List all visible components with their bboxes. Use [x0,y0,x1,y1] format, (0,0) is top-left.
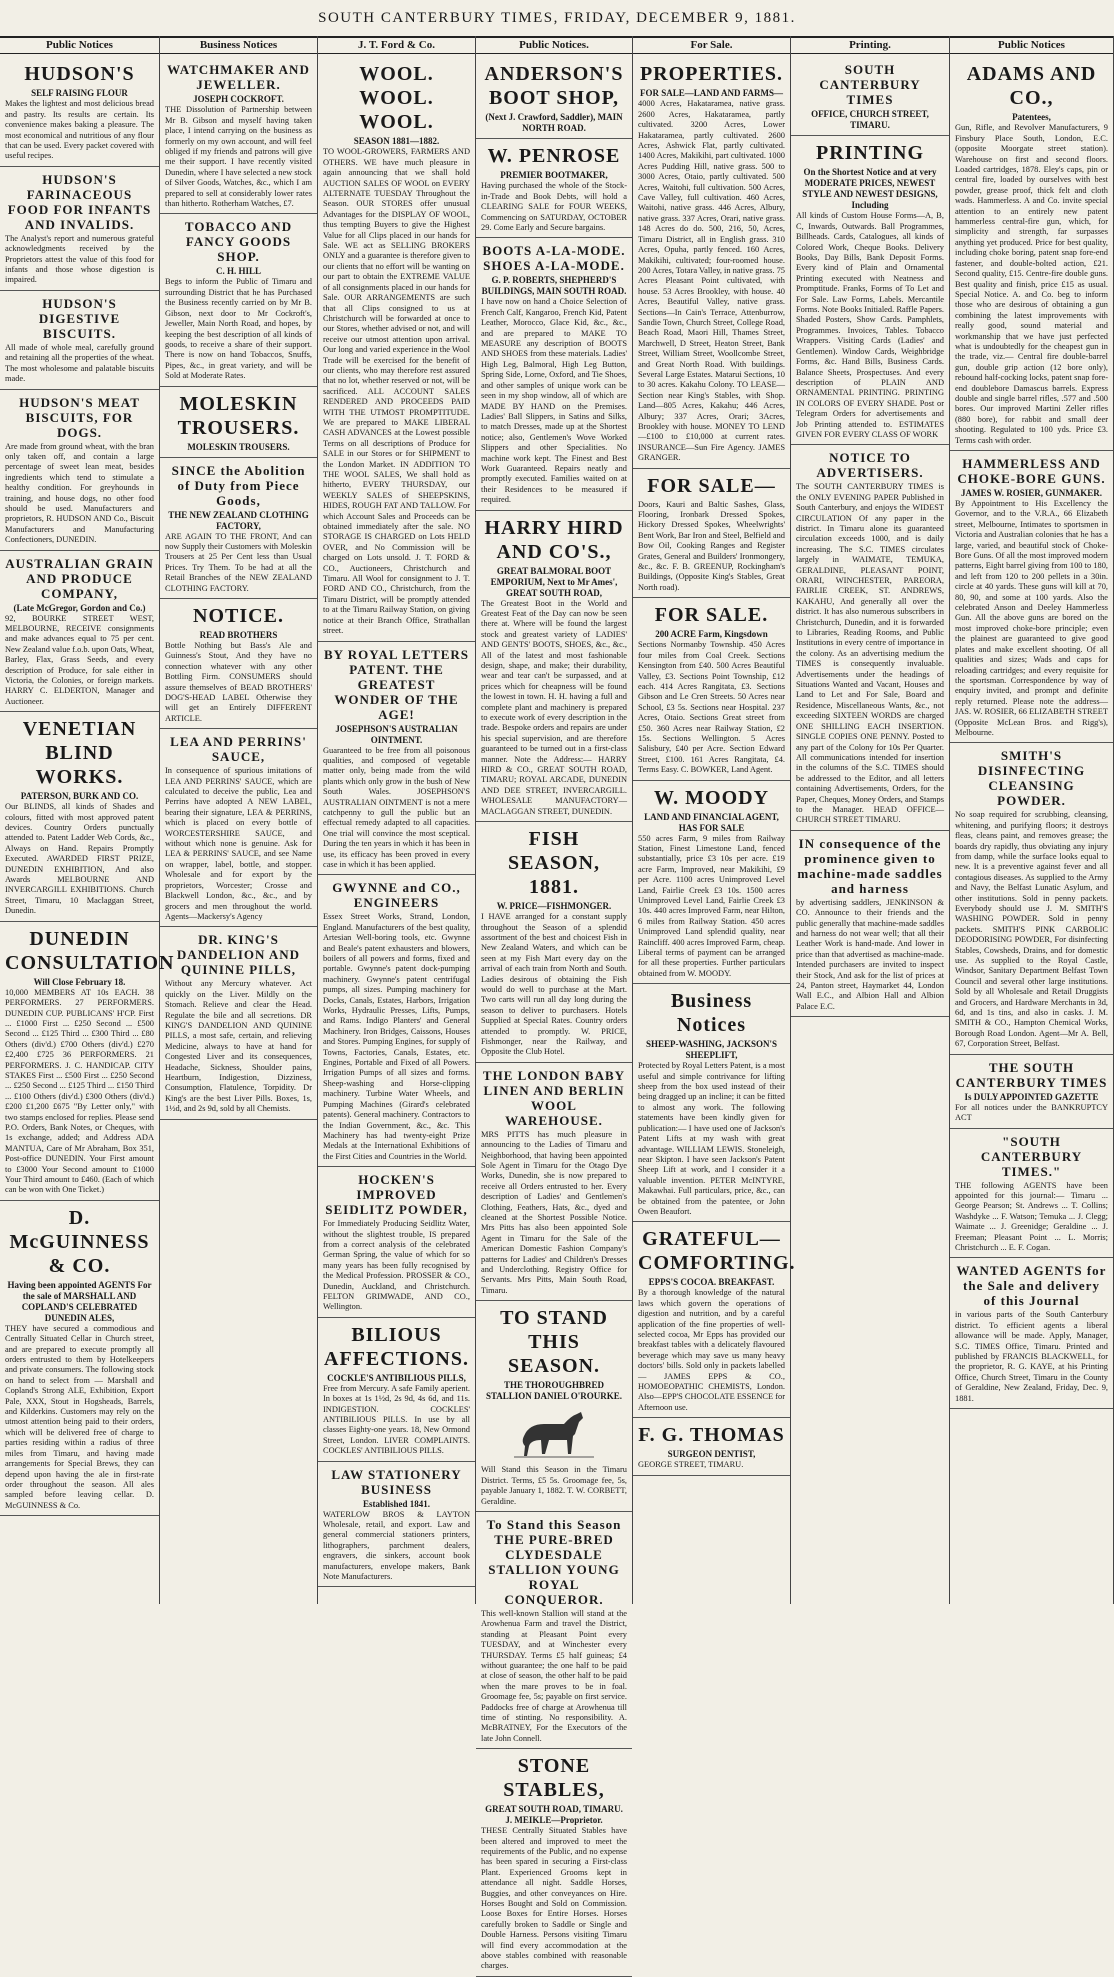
ad-title: FOR SALE— [647,474,776,497]
advertisement [160,57,317,214]
ad-title: DUNEDIN CONSULTATION [5,927,175,974]
ad-subtitle: MOLESKIN TROUSERS. [187,441,290,452]
ad-title: W. MOODY [653,786,770,809]
ad-title: IN consequence of the prominence given to machine-made saddles and harness [797,835,943,896]
ad-body-text: Are made from ground wheat, with the bran only taken off, and contain a large percentage of sweet lean meat, besides ingredients which tend to stimulate a healthy condition. For greyhounds in training, and house dogs, no other food should be used. Manufacturers and proprietors, R. HUDSON AND Co., Biscuit Manufacturers and Manufacturing Confectioners, DUNEDIN. [5,441,154,545]
ad-title: F. G. THOMAS [638,1424,785,1447]
column-2 [160,36,318,1604]
advertisement [476,1063,632,1302]
advertisement [0,922,175,1201]
ad-title: Business Notices [670,990,753,1037]
advertisement [0,390,159,551]
advertisement [633,1418,790,1475]
ad-body-text: Will Stand this Season in the Timaru District. Terms, £5 5s. Groomage fee, 5s, payable January 1, 1882. T. W. CORBETT, Geraldine. [481,1465,627,1506]
ad-body-text: GEORGE STREET, TIMARU. [638,1460,744,1470]
ad-body-text: This well-known Stallion will stand at the Arowhenua Farm and travel the District, standing at Pleasant Point every TUESDAY, and at Winchester every THURSDAY. Terms £5 half guineas; £4 without guarantee; the one half to be paid at close of season, the other half to be paid when the mare proves to be in foal. Groomage fee, 5s; payable on first service. Paddocks free of charge at Arowhenua till time of stinting. No responsibility. A. McBRATNEY, For the Executors of the late John Connell. [481,1608,627,1743]
ad-title: BOOTS A-LA-MODE. SHOES A-LA-MODE. [482,243,626,274]
advertisement [160,729,317,927]
ad-body-text: 550 acres Farm, 9 miles from Railway Station, Finest Limestone Land, fenced substantially, price £3 10s per acre. £19 acre Farm, Improved, near Makikihi, £9 per Acre. 1100 acres Unimproved Level Land, Fairlie Creek £3 10s. 1500 acres Unimproved Level Land, Fairlie Creek £3 10s. 440 acres Improved Farm, near Hilton, 6 miles from Railway Station. 450 acres Unimproved Land splendid quality, near Raincliff. 400 acres Improved Farm, cheap. Liberal terms of payment can be arranged for all these properties. Further particulars obtained from W. MOODY. [638,833,785,978]
ad-subtitle: PREMIER BOOTMAKER, [500,170,608,181]
ad-subtitle: OFFICE, CHURCH STREET, TIMARU. [811,109,929,131]
ad-title: LAW STATIONERY BUSINESS [331,1466,462,1497]
advertisement [318,1167,475,1318]
advertisement [950,451,1113,743]
ad-title: WATCHMAKER AND JEWELLER. [167,62,310,93]
advertisement [318,642,475,876]
ad-title: HUDSON'S [24,63,135,86]
ad-title: GRATEFUL—COMFORTING. [638,1228,796,1275]
ad-subtitle: GREAT BALMORAL BOOT EMPORIUM, Next to Mr Ames', GREAT SOUTH ROAD, [490,565,618,598]
ad-title: STONE STABLES, [503,1755,605,1802]
ad-body-text: All made of whole meal, carefully ground and retaining all the properties of the wheat. The most wholesome and palatable biscuits made. [5,342,154,384]
ad-title: TOBACCO AND FANCY GOODS SHOP. [184,219,293,265]
column-heading: Business Notices [160,36,317,54]
ad-title: HARRY HIRD AND CO'S., [484,516,624,563]
ad-subtitle: JAMES W. ROSIER, GUNMAKER. [960,488,1103,498]
advertisement [160,599,317,729]
advertisement [476,238,632,510]
ad-body-text: by advertising saddlers, JENKINSON & CO. Announce to their friends and the public generally that machine-made saddles and harness do not wear well; that all their Leather Work is hand-made. And lower in price than that advertised as machine-made. Intended purchasers are invited to inspect their Stock, And ask for the list of prices at 24, Panton street, Haymarket 44, London Wall E.C., and Albion Hall and Albion Palace E.C. [796,897,944,1011]
advertisement [633,984,790,1222]
ad-subtitle: W. PRICE—FISHMONGER. [496,901,612,912]
advertisement [633,57,790,468]
ad-title: PROPERTIES. [639,63,784,86]
column-heading: For Sale. [633,36,790,54]
ad-body-text: All kinds of Custom House Forms—A, B, C, Inwards, Outwards. Ball Programmes, Billheads. Cards, Catalogues, all kinds of Colored Work, Cheque Books. Delivery Books, Day Bills, Bank Deposit Forms. Every kind of Plain and Ornamental Printing executed with Neatness and Promptitude. Franks, Forms of To Let and For Sale. Law Forms, Labels. Mercantile Forms. Note Books Initialed. Raffle Papers. Shaded Posters, Show Cards. Pamphlets, Programmes. Invoices, Tables. Tobacco Wrappers. Visiting Cards (Ladies' and Gentlemen). Window Cards, Weighbridge Forms, &c. Hand Bills, Business Cards. Balance Sheets, Prospectuses. And every description of PLAIN AND ORNAMENTAL PRINTING. PRINTING IN COLORS OF EVERY SHADE. Post or Telegram Orders for advertisements and Job Printing attended to. ESTIMATES GIVEN FOR EVERY CLASS OF WORK [796,211,944,439]
ad-title: To Stand this Season THE PURE-BRED CLYDESDALE STALLION YOUNG ROYAL CONQUEROR. [486,1516,622,1607]
ad-title: ANDERSON'S BOOT SHOP, [484,63,624,110]
advertisement [476,511,632,823]
ad-title: FISH SEASON, 1881. [507,828,601,899]
ad-subtitle: SELF RAISING FLOUR [31,88,128,99]
advertisement [633,781,790,985]
ad-body-text: For Immediately Producing Seidlitz Water, without the slightest trouble, IS prepared from a correct analysis of the celebrated German Spring, the value of which for so many years has been fully recognised by the Medical Profession. PROSSER & CO., Dunedin, Auckland, and Christchurch. FELTON GRIMWADE, AND CO., Wellington. [323,1219,470,1312]
advertisement [0,712,159,921]
advertisement [476,1749,632,1977]
ad-title: BILIOUS AFFECTIONS. [324,1323,469,1370]
ad-title: ADAMS AND CO., [966,63,1097,110]
ad-body-text: By Appointment to His Excellency the Governor, and to the V.R.A., 66 Elizabeth street, Melbourne, Intimates to sportsmen in Victoria and Australian colonies that he has a large, varied, and beautiful stock of Choke-Bore Guns. Of all the most improved modern patterns, Eight barrel giving from 100 to 180, and left from 120 to 200 pellets in a 30in. circle at 40 yards. These guns will kill at 70, 80, 90, and some at 100 yards. Also the celebrated Anson and Deeley Hammerless Gun. All the above guns are bored on the most improved choke-bore principle; even the plainest are guaranteed to give good plates and make excellent shooting. Of all qualities and sizes; Wads and caps for reloading cartridges; and every requisite for the sportsman. Correspondence by way of enquiry invited, and prompt and definite reply returned. Please note the address— JAS. W. ROSIER, 66 ELIZABETH STREET (Opposite McLean Bros. and Rigg's), Melbourne. [955,499,1108,737]
ad-body-text: In consequence of spurious imitations of LEA AND PERRINS' SAUCE, which are calculated to deceive the public, Lea and Perrins have adopted A NEW LABEL, bearing their signature, LEA & PERRINS, which is placed on every bottle of WORCESTERSHIRE SAUCE, and without which none is genuine. Ask for LEA & PERRINS' SAUCE, and see Name on wrapper, label, bottle, and stopper. Wholesale and for export by the proprietors, Worcester; Crosse and Blackwell London, &c., &c., and by grocers and men throughout the world. Agents—Mackersy's Agency [165,766,312,921]
ad-subtitle: G. P. ROBERTS, SHEPHERD'S BUILDINGS, MAIN SOUTH ROAD. [481,275,627,297]
ad-subtitle: Having been appointed AGENTS For the sale of MARSHALL AND COPLAND'S CELEBRATED DUNEDIN ALES, [7,1279,152,1323]
advertisement [0,167,159,291]
advertisement [476,1512,632,1749]
ad-body-text: THE following AGENTS have been appointed for this journal:— Timaru ... George Pearson; St. Andrews ... T. Collins; Washdyke ... F. Watson; Temuka ... J. Clegg; Waimate ... J. Greenidge; Geraldine ... J. Freeman; Pleasant Point ... L. Morris; Christchurch ... E. F. Cogan. [955,1180,1108,1252]
ad-title: W. PENROSE [487,145,621,168]
column-7 [950,36,1114,1604]
ad-body-text: No soap required for scrubbing, cleansing, whitening, and purifying floors; it destroys fleas, cleans paint, and removes grease; the boards dry rapidly, thus obviating any injury from damp, while the surface looks equal to new. It is a preventive against fever and all contagious diseases. As supplied to the Army and Navy, the Belfast Lunatic Asylum, and other institutions. Sold in penny packets. Everybody should use J. M. SMITH'S WASHING POWDER. Sold in penny packets. SMITH'S PINK CARBOLIC DEODORISING POWDER, For disinfecting Stables, Cowsheds, Drains, and for domestic use. As supplied to the Royal Castle, Windsor, Sanitary Department Belfast Town Council and several other large institutions. Sold by all Wholesale and Retail Druggists and Grocers, and Hardware Merchants in 3d, 6d, and 1s tins, and also in casks. J. M. SMITH & CO., Hampton Chemical Works, Borough Road London. Agent—Mr A. Bell, 67, Corporation Street, Belfast. [955,810,1108,1049]
column-5 [633,36,796,1604]
advertisement [791,136,949,445]
ad-subtitle: 200 ACRE Farm, Kingsdown [655,629,768,640]
ad-title: "SOUTH CANTERBURY TIMES." [980,1133,1083,1179]
ad-body-text: The SOUTH CANTERBURY TIMES is the ONLY EVENING PAPER Published in South Canterbury, and enjoys the WIDEST CIRCULATION Of any paper in the district. In Timaru alone its guaranteed circulation exceeds 1000, and is daily increasing. The S.C. TIMES circulates largely in WAIMATE, TEMUKA, GERALDINE, PLEASANT POINT, ORARI, WINCHESTER, PAREORA, FAIRLIE CREEK, ST. ANDREWS, KAKAHU, And generally all over the district. It has also numerous subscribers in Christchurch, Dunedin, and it is forwarded to Libraries, Reading Rooms, and Public Institutions in every centre of importance in the colony. As an advertising medium the TIMES is consequently invaluable. Advertisements under the headings of Situations Wanted and Vacant, Houses and Land to Let and For Sale, Board and Residence, Miscellaneous Wants, &c., not exceeding SIXTEEN WORDS are charged ONE SHILLING EACH INSERTION. SINGLE COPIES ONE PENNY. Posted to any part of the Colony for 10s Per Quarter. All communications intended for insertion in the columns of the S.C. TIMES should be addressed to the Editor, and all letters containing Advertisements, Orders, for the Paper, Cheques, Money Orders, and Stamps to the Manager. HEAD OFFICE— CHURCH STREET TIMARU. [796,482,944,825]
advertisement [476,57,632,139]
ad-title: NOTICE. [193,604,284,627]
ad-body-text: Essex Street Works, Strand, London, England. Manufacturers of the best quality, Artesian Well-boring tools, etc. Gwynne and Beale's patent exhausters and blowers, boilers of all powers and forms, fixed and portable. Gwynne's patent dock-pumping machinery. Gwynne's patent centrifugal pumps, all sizes. Pumping machinery for Docks, Canals, Estates, Harbors, Irrigation Works, Hydraulic Presses, Lifts, Pumps, and Rams. Indigo Planters' and General Machinery. Iron Bridges, Caissons, Houses and Stores. Pumping Engines, for supply of Towns, Factories, Canals, Estates, etc. Engines, Portable and Fixed of all Powers. Irrigation Pumps of all sizes and forms. Sheep-washing and Horse-clipping machinery. Turbine Water Wheels, and Pumping Machines (Girard's celebrated patents). General machinery. Contractors to the Indian Government, &c., &c. This Machinery has had twenty-eight Prize Medals at the International Exhibitions of the First Cities and Countries in the World. [323,912,470,1161]
ad-body-text: I HAVE arranged for a constant supply throughout the Season of a splendid assortment of the best and choicest Fish in New Zealand Waters, and which can be seen at my Fish Mart every day on the arrival of each train from North and South. Ladies desirous of obtaining the Fish would do well to purchase at the Mart. Two carts will run all day long during the season to deliver to purchasers. Hotels Supplied at Special Rates. Country orders attended to promptly. W. PRICE, Fishmonger, near the Railway, and Opposite the Club Hotel. [481,912,627,1057]
advertisement [791,831,949,1017]
ad-title: MOLESKIN TROUSERS. [177,392,300,439]
advertisement [160,214,317,386]
ad-body-text: TO WOOL-GROWERS, FARMERS AND OTHERS. WE have much pleasure in again announcing that we shall hold AUCTION SALES OF WOOL on EVERY ALTERNATE TUESDAY Throughout the Season. OUR STORES offer unusual Advantages for the DISPLAY OF WOOL, thus tempting Buyers to give the Highest Value for all Clips placed in our hands for Sale. WE act as SELLING BROKERS ONLY and a guarantee is therefore given to our clients that no effort will be wanting on our part to obtain the EXTREME VALUE of all consignments placed in our hands for Sale. OUR ARRANGEMENTS are such that all Clips consigned to us at Christchurch will be forwarded at once to our Stores, whether advised or not, and will receive our utmost attention upon arrival. Our long and varied experience in the Wool Trade will be exercised for the benefit of our clients, who may therefore rest assured that no lot, whether reserved or not, will be sacrificed. ALL ACCOUNT SALES RENDERED AND PROCEEDS PAID WITH THE UTMOST PROMPTITUDE. We are prepared to MAKE LIBERAL CASH ADVANCES at the Lowest possible Terms on all descriptions of Produce for SALE in our Stores or for SHIPMENT to the London Market. IN ADDITION TO THE WOOL SALES, We shall hold as hitherto, EVERY THURSDAY, our WEEKLY SALES of SHEEPSKINS, HIDES, ROUGH FAT AND TALLOW. For which Account Sales and Proceeds can be obtained immediately after the sale. NO STORAGE IS CHARGED on Lots HELD OVER, and No Commission will be charged on Lots unsold. J. T. FORD & CO., Auctioneers, Christchurch and Timaru. All Wool for consignment to J. T. FORD AND CO., Christchurch, from the Timaru District, will be promptly attended to at the Timaru Railway Station, on giving notice at their Branch Office, Strathallan street. [323,147,470,636]
ad-subtitle: EPPS'S COCOA. BREAKFAST. [648,1277,775,1288]
advertisement [950,743,1113,1054]
ad-body-text: WATERLOW BROS & LAYTON Wholesale, retail, and export. Law and general commercial stationers printers, lithographers, parchment dealers, engravers, die sinkers, account book manufacturers, envelope makers, Bank Note Manufacturers. [323,1509,470,1582]
ad-subtitle: PATERSON, BURK AND CO. [20,791,139,802]
advertisement [633,469,790,599]
ad-body-text: Our BLINDS, all kinds of Shades and colours, fitted with most approved patent devices. Country Orders punctually attended to. Patent Ladder Web Cords, &c., Always on Hand. Repairs Promptly Executed. AWARDED FIRST PRIZE, DUNEDIN EXHIBITION, And also Awards MELBOURNE AND INVERCARGILL EXHIBITIONS. Church Street, Timaru, 10 Maclaggan Street, Dunedin. [5,802,154,916]
ad-subtitle: C. H. HILL [215,266,261,277]
ad-body-text: The Analyst's report and numerous grateful acknowledgments received by the Proprietors attest the value of this food for infants and those whose digestion is impaired. [5,233,154,285]
ad-title: PRINTING [815,142,924,165]
ad-body-text: in various parts of the South Canterbury district. To efficient agents a liberal allowance will be made. Apply, Manager, S.C. TIMES Office, Timaru. Printed and published by FRANCIS BLACKWELL, for the proprietor, R. G. KAYE, at his Printing Office, Church Street, Timaru in the County of Geraldine, New Zealand, Friday, Dec. 9, 1881. [955,1310,1108,1403]
advertisement [0,57,159,166]
ad-title: THE LONDON BABY LINEN AND BERLIN WOOL WAREHOUSE. [482,1067,626,1128]
ad-title: FOR SALE. [654,604,769,627]
advertisement [318,1318,475,1462]
advertisement [160,927,317,1119]
column-heading: J. T. Ford & Co. [318,36,475,54]
ad-subtitle: THE NEW ZEALAND CLOTHING FACTORY, [168,509,309,531]
column-6 [791,36,950,1604]
ad-title: LEA AND PERRINS' SAUCE, [170,734,307,765]
ad-body-text: By a thorough knowledge of the natural laws which govern the operations of digestion and nutrition, and by a careful application of the fine properties of well-selected cocoa, Mr Epps has provided our breakfast tables with a delicately flavoured beverage which may save us many heavy doctors' bills. Sold only in packets labelled— JAMES EPPS & CO., HOMOEOPATHIC CHEMISTS, London. Also—EPP'S CHOCOLATE ESSENCE for Afternoon use. [638,1288,785,1412]
ad-body-text: Doors, Kauri and Baltic Sashes, Glass, Flooring, Ironbark Dressed Spokes, Hickory Dressed Spokes, Wheelwrights' Bent Work, Bar Iron and Steel, Belfield and Bow Oil, Cooking Ranges and Register Grates, General and Builders' Ironmongery, &c., &c. F. B. GREENUP, Rockingham's Buildings, (Opposite King's Stables, Great North road). [638,499,785,592]
ad-body-text: ARE AGAIN TO THE FRONT, And can now Supply their Customers with Moleskin Trousers at 25 Per Cent less than Usual Prices. Try Them. To be had at all the Retail Branches of the NEW ZEALAND CLOTHING FACTORY. [165,531,312,593]
ad-subtitle: SEASON 1881—1882. [353,136,440,147]
ad-title: SINCE the Abolition of Duty from Piece Goods, [171,462,306,508]
advertisement [950,57,1113,451]
advertisement [476,822,632,1063]
ad-title: THE SOUTH CANTERBURY TIMES [955,1059,1108,1090]
ad-body-text: THE Dissolution of Partnership between Mr B. Gibson and myself having taken place, I intend carrying on the business as formerly on my own account, and will feel obliged if my friends and patrons will give me their support. I have recently visited Dunedin, where I have selected a new stock of Silver Goods, Watches, &c., which I am prepared to sell at considerably lower rates than hitherto. Rotherham Watches, £7. [165,105,312,209]
ad-body-text: Bottle Nothing but Bass's Ale and Guinness's Stout, And they have no connection whatever with any other Bottling Firm. CONSUMERS should assure themselves of BEAD BROTHERS' DOG'S-HEAD LABEL Otherwise they will get an Entirely DIFFERENT ARTICLE. [165,640,312,723]
advertisement [791,445,949,830]
ad-body-text: Gun, Rifle, and Revolver Manufacturers, 9 Finsbury Place South, London, E.C. (opposite Moorgate street station). Warehouse on first and second floors. Loaded cartridges, 1878. Eley's caps, pin or central fire, loaded by ourselves with best powder, grease proof, thick felt and cloth wads. Hammerless. A and Co. invite special attention to an entirely new patent hammerless central-fire gun, which, for simplicity and strength, far surpasses anything yet produced. Price for best quality, including choke boring, patent snap fore-end fastener, and double-bolted action, £21. Second quality, £15. Centre-fire double guns. Best quality and finish, price £15 as usual. Special Notice. A. and Co. beg to inform those who are desirous of obtaining a gun combining the latest improvements with really good, sound material and workmanship that we have just perfected what is undoubtedly for the cheapest gun in the trade, viz.— Central fire double-barrel gun, double grip action (12 bore only), rebound half-cocking locks, patent snap fore-end doublebore Damascus barrels. Express double and single barrel rifles, .577 and .500 bores. Our improved Martini Zeller rifles (880 bore), for rabbit and small deer shooting. Regulated to 100 yds. Price £3. Terms cash with order. [955,123,1108,445]
column-heading: Public Notices. [476,36,632,54]
column-1 [0,36,175,1604]
advertisement [318,57,475,641]
ad-title: AUSTRALIAN GRAIN AND PRODUCE COMPANY, [5,555,154,601]
ad-title: SMITH'S DISINFECTING CLEANSING POWDER. [977,748,1086,809]
ad-title: VENETIAN BLIND WORKS. [22,718,137,789]
advertisement [0,291,159,390]
ad-title: GWYNNE and CO., ENGINEERS [332,880,461,911]
ad-title: DR. KING'S DANDELION AND QUININE PILLS, [176,932,301,978]
masthead: SOUTH CANTERBURY TIMES, FRIDAY, DECEMBER 9, 1881. [0,0,1114,38]
ad-subtitle: Established 1841. [362,1498,431,1509]
ad-title: BY ROYAL LETTERS PATENT. THE GREATEST WONDER OF THE AGE! [323,646,470,722]
advertisement [318,875,475,1167]
ad-subtitle: GREAT SOUTH ROAD, TIMARU. J. MEIKLE—Proprietor. [485,1804,623,1826]
advertisement [633,1222,796,1418]
ad-body-text: Begs to inform the Public of Timaru and surrounding District that he has Purchased the Business recently carried on by Mr B. Gibson, next door to Mr Cockroft's, Jeweller, Main North Road, and hopes, by keeping the best description of all kinds of goods, to receive a share of their support. There is now on hand Tobaccos, Snuffs, Pipes, &c., in great variety, and will be Sold at Moderate Rates. [165,277,312,381]
ad-subtitle: (Late McGregor, Gordon and Co.) [13,602,146,613]
ad-body-text: Makes the lightest and most delicious bread and pastry. Its results are certain. Its convenience makes baking a pleasure. The most economical and nutritious of any flour that can be used. Every packet covered with useful recipes. [5,99,154,161]
advertisement [160,458,317,599]
advertisement [0,1201,159,1516]
ad-body-text: Without any Mercury whatever. Act quickly on the Liver. Mildly on the Stomach. Relieve and clear the Head. Regulate the bile and all secretions. DR KING'S DANDELION AND QUININE PILLS, a most safe, certain, and relieving Medicine, always to have at hand for Congested Liver and its consequences, Headache, Sickness, Shoulder pains, Heartburn, Indigestion, Dizziness, Consumption, Flatulence, Torpidity. Dr King's are the best Liver Pills. Boxes, 1s, 1½d, and 2s 9d, sold by all Chemists. [165,979,312,1114]
ad-body-text: THEY have secured a commodious and Centrally Situated Cellar in Church street, and are prepared to execute promptly all orders entrusted to them by Hotelkeepers and private consumers. The following stock on hand to select from — Marshall and Copland's Strong ALE, Exhibition, Export Pale, XXX, Stout in Hogsheads, Barrels, and Kilderkins. Customers may rely on the utmost attention being paid to their orders, which will be delivered free of charge to parties residing within a radius of three miles from Timaru, and having made arrangements for Special Brews, they can depend upon having the ale in first-rate order throughout the season. All ales sampled before leaving cellar. D. McGUINNESS & Co. [5,1323,154,1510]
ad-subtitle: READ BROTHERS [199,629,278,640]
ad-body-text: Free from Mercury. A safe Family aperient. In boxes at 1s 1½d, 2s 9d, 4s 6d, and 11s. INDIGESTION. COCKLES' ANTIBILIOUS PILLS. In use by all classes Eighty-one years. 18, New Ormond Street, London. LIVER COMPLAINTS. COCKLES' ANTIBILIOUS PILLS. [323,1383,470,1456]
ad-title: SOUTH CANTERBURY TIMES [819,62,921,108]
ad-title: HUDSON'S FARINACEOUS FOOD FOR INFANTS AND INVALIDS. [7,171,152,232]
ad-body-text: I have now on hand a Choice Selection of French Calf, Kangaroo, French Kid, Patent Leather, Morocco, Glace Kid, &c., &c., and are prepared to MAKE TO MEASURE any description of BOOTS AND SHOES from these materials. Ladies' High Leg, Balmoral, High Leg Button, Spring Side, Lorne, Oxford, and Tie Shoes, and other samples of unique work can be seen in my shop window, all of which are MADE BY HAND on the Premises. Ladies' Ball Slippers, in Satins and Silks, to match Dresses, made up at the Shortest notice; also, Gentlemen's Wove Worked Slippers and other Specialities. No machine work kept. The Finest and Best Work Guaranteed. Repairs neatly and promptly executed. Families waited on at their Residences to be measured if required. [481,297,627,505]
advertisement [950,1055,1113,1129]
ad-body-text: Sections Normanby Township. 450 Acres four miles from Coal Creek. Sections Kensington from £40. 500 Acres Beautiful Valley, £3. Sections Point Township, £12 each. 414 Acres Rangitata, £3. Sections Gibson and Le Cren Streets. 50 Acres near School, £3 5s. Sections near Hospital. 237 Acres, Otaio. Sections Great street from £50. 360 Acres near Railway Station, £2 15s. Sections Wellington. 5 Acres Salisbury, £40 per Acre. Section Edward Street, £100. 161 Acres Rangitata, £4. Terms Easy. C. BOWKER, Land Agent. [638,640,785,775]
ad-body-text: 10,000 MEMBERS AT 10s EACH. 38 PERFORMERS. 27 PERFORMERS. DUNEDIN CUP. PUBLICANS' H'CP. First ... £1000 First ... £250 Second ... £500 Second ... £125 Third ... £300 Third ... £80 Others (div'd.) £700 Others (div'd.) £270 £2,400 £725 36 PERFORMERS. 21 PERFORMERS. J. C. HANDICAP. CITY STAKES First ... £500 First ... £250 Second ... £250 Second ... £125 Third ... £150 Third ... £100 Others (div'd.) £300 Others (div'd.) £200 £1,200 £675 "By Letter only," with two stamps enclosed for replies. Please send P.O. Orders, Bank Notes, or Cheques, with 1s exchange, added; and Address ADA MANTUA, Care of Mr Abraham, Box 351, Post-office DUNEDIN. Your First amount to £3000 Your Second amount to £1000 Your Third amount to £460. (Each of which can be won with One Ticket.) [5,987,154,1195]
advertisement [633,598,790,780]
ad-subtitle: THE THOROUGHBRED STALLION DANIEL O'ROURKE. [485,1380,623,1402]
ad-subtitle: Will Close February 18. [33,976,126,987]
ad-subtitle: SHEEP-WASHING, JACKSON'S SHEEPLIFT, [645,1039,778,1061]
ad-subtitle: COCKLE'S ANTIBILIOUS PILLS, [327,1372,466,1383]
column-4 [476,36,633,1971]
advertisement [0,551,159,713]
column-heading: Public Notices [950,36,1113,54]
column-heading: Public Notices [0,36,159,54]
ad-body-text: Guaranteed to be free from all poisonous qualities, and composed of vegetable matter only, being made from the wild plants which only grow in the bush of New South Wales. JOSEPHSON'S AUSTRALIAN OINTMENT is not a mere catchpenny to gull the public but an effectual remedy adapted to all capacities. One trial will convince the most sceptical. During the ten years in which it has been in use, its efficacy has been proved in every case in which it has been applied. [323,745,470,869]
ad-body-text: THESE Centrally Situated Stables have been altered and improved to meet the requirements of the Public, and no expense has been spared in securing a First-class Plant. Experienced Grooms kept in attendance all night. Saddle Horses, Buggies, and other conveyances on Hire. Horses Bought and Sold on Commission. Loose Boxes for Entire Horses. Horses carefully broken to Saddle or Single and Double Harness. Persons visiting Timaru will find every accommodation at the above stables combined with reasonable charges. [481,1826,627,1971]
ad-subtitle: LAND AND FINANCIAL AGENT, HAS FOR SALE [644,811,779,833]
advertisement [791,57,949,136]
ad-subtitle: JOSEPHSON'S AUSTRALIAN OINTMENT. [335,723,458,745]
ad-body-text: Protected by Royal Letters Patent, is a most useful and simple contrivance for lifting sheep from the box used instead of their being dragged up an incline; it can be fitted to almost any work. The following statements have been kindly given for publication:— I have used one of Jackson's Patent Lifts at my wash with great advantage. WILLIAM LEWIS. Stoneleigh, near Skipton. I have seen Jackson's Patent Sheep Lift at work, and I consider it a valuable invention. PETER McINTYRE, Makawhai. Full particulars, price, &c., can be obtained from the patentee, or John Owen Beaufort. [638,1061,785,1216]
ad-subtitle: On the Shortest Notice and at very MODERATE PRICES, NEWEST STYLE AND NEWEST DESIGNS, Including [802,167,938,211]
ad-title: HOCKEN'S IMPROVED SEIDLITZ POWDER, [325,1172,468,1218]
ad-subtitle: SURGEON DENTIST, [667,1449,756,1460]
ad-title: HUDSON'S DIGESTIVE BISCUITS. [38,295,121,341]
advertisement [950,1258,1113,1409]
ad-body-text: The Greatest Boot in the World and Greatest Feat of the Day can now be seen there at. Where will be found the largest stock and greatest variety of LADIES' AND GENTS' BOOTS, SHOES, &c., &c., All of the latest and most fashionable design, shape, and make; their durability, wear and tear can't be surpassed, and at prices which for cheapness will be found the lowest in town. H. H. having a full and complete plant and machinery is prepared to execute work of every description in the trade. Bespoke orders and repairs are under his special supervision, and are therefore guaranteed to be turned out in a first-class manner. Note the Address:— HARRY HIRD & CO., GREAT SOUTH ROAD, TIMARU; ROYAL ARCADE, DUNEDIN AND DEE STREET, INVERCARGILL. WHOLESALE MANUFACTORY— MACLAGGAN STREET, DUNEDIN. [481,598,627,816]
ad-subtitle: (Next J. Crawford, Saddler), MAIN NORTH ROAD. [485,112,623,134]
advertisement [318,1462,475,1588]
ad-subtitle: Patentees, [1012,112,1051,123]
ad-title: HUDSON'S MEAT BISCUITS, FOR DOGS. [19,394,140,440]
horse-engraving-icon [509,1406,599,1461]
ad-subtitle: FOR SALE—LAND AND FARMS— [639,88,784,99]
column-3 [318,36,476,1604]
ad-subtitle: Is DULY APPOINTED GAZETTE [964,1091,1099,1102]
ad-body-text: MRS PITTS has much pleasure in announcing to the Ladies of Timaru and Neighborhood, that having been appointed Sole Agent in Timaru for the Otago Dye Works, Dunedin, she is now prepared to receive all Orders entrusted to her. Every description of Ladies' and Gentlemen's Clothing, Feathers, Hats, &c., dyed and cleaned at the Shortest Possible Notice. Mrs Pitts has also been appointed Sole Agent in Timaru for the Sale of the American Domestic Fashion Company's patterns for Ladies' and Children's Dresses and Underclothing. Registry Office for Servants. Mrs Pitts, Main South Road, Timaru. [481,1129,627,1295]
ad-subtitle: JOSEPH COCKROFT. [193,94,284,105]
ad-title: WANTED AGENTS for the Sale and delivery of this Journal [956,1263,1107,1309]
ad-title: NOTICE TO ADVERTISERS. [816,450,924,481]
advertisement [476,139,632,238]
advertisement [160,387,317,458]
ad-title: D. McGUINNESS & CO. [9,1206,150,1277]
ad-body-text: Having purchased the whole of the Stock-in-Trade and Book Debts, will hold a CLEARING SALE for FOUR WEEKS, Commencing on SATURDAY, OCTOBER 29. Come Early and Secure bargains. [481,181,627,233]
ad-body-text: 92, BOURKE STREET WEST, MELBOURNE, RECEIVE consignments and make advances equal to 75 per cent. New Zealand value f.o.b. upon Oats, Wheat, Barley, Flax, Grass Seeds, and every description of Produce, for sale either in Victoria, the Colonies, or foreign markets. HARRY C. ELDERTON, Manager and Auctioneer. [5,613,154,706]
column-heading: Printing. [791,36,949,54]
ad-body-text: 4000 Acres, Hakataramea, native grass. 2600 Acres, Hakataramea, partly cultivated. 3200 Acres, Lower Hakataramea, partly cultivated. 2600 Acres, Ashwick Flat, partly cultivated. 1400 Acres, Makikihi, part cultivated. 1000 Acres Pudding Hill, native grass. 500 to 3000 Acres, Otaio, partly cultivated. 500 Acres, Waitohi, full cultivation. 500 Acres, Cave Valley, full cultivation. 460 Acres, Waitohi, native grass. 446 Acres, Albury, native grass. 337 Acres, Orari, native grass. 148 Acres do do. 500, 216, 50, Acres, Timaru District, all in English grass. 310 Acres, Opuha, partly fenced. 160 Acres, Makikihi, cultivated; four-roomed house. 200 Acres, Totara Valley, in native grass. 75 Acres Pleasant Point cultivated, with house. 53 Acres Brookley, with house. 40 Acres, Beautiful Valley, native grass. Sections—In Cain's Terrace, Attenburrow, Sandie Town, Church Street, College Road, Beach Road, Maori Hill, Thames Street, Marchwell, D Street, Heaton Street, Bank Street, William Street, Woollcombe Street, and Great North Road. With buildings. Several Large Estates. Matarui Sections, 10 to 30 acres. Kakahu Colony. TO LEASE—Section near King's Stables, with Shop. Land—805 Acres, Kakahu; 446 Acres, Albury; 337 Acres, Orari; 3Acres, Brookley with house. MONEY TO LEND—£100 to £10,000 at current rates. INSURANCE—Sun Fire Agency. JAMES GRANGER. [638,99,785,463]
advertisement [476,1301,632,1512]
ad-body-text: For all notices under the BANKRUPTCY ACT [955,1102,1108,1123]
ad-title: WOOL. WOOL. WOOL. [359,63,434,134]
advertisement [950,1129,1113,1259]
ad-title: TO STAND THIS SEASON. [500,1307,608,1378]
ad-title: HAMMERLESS AND CHOKE-BORE GUNS. [957,456,1106,486]
